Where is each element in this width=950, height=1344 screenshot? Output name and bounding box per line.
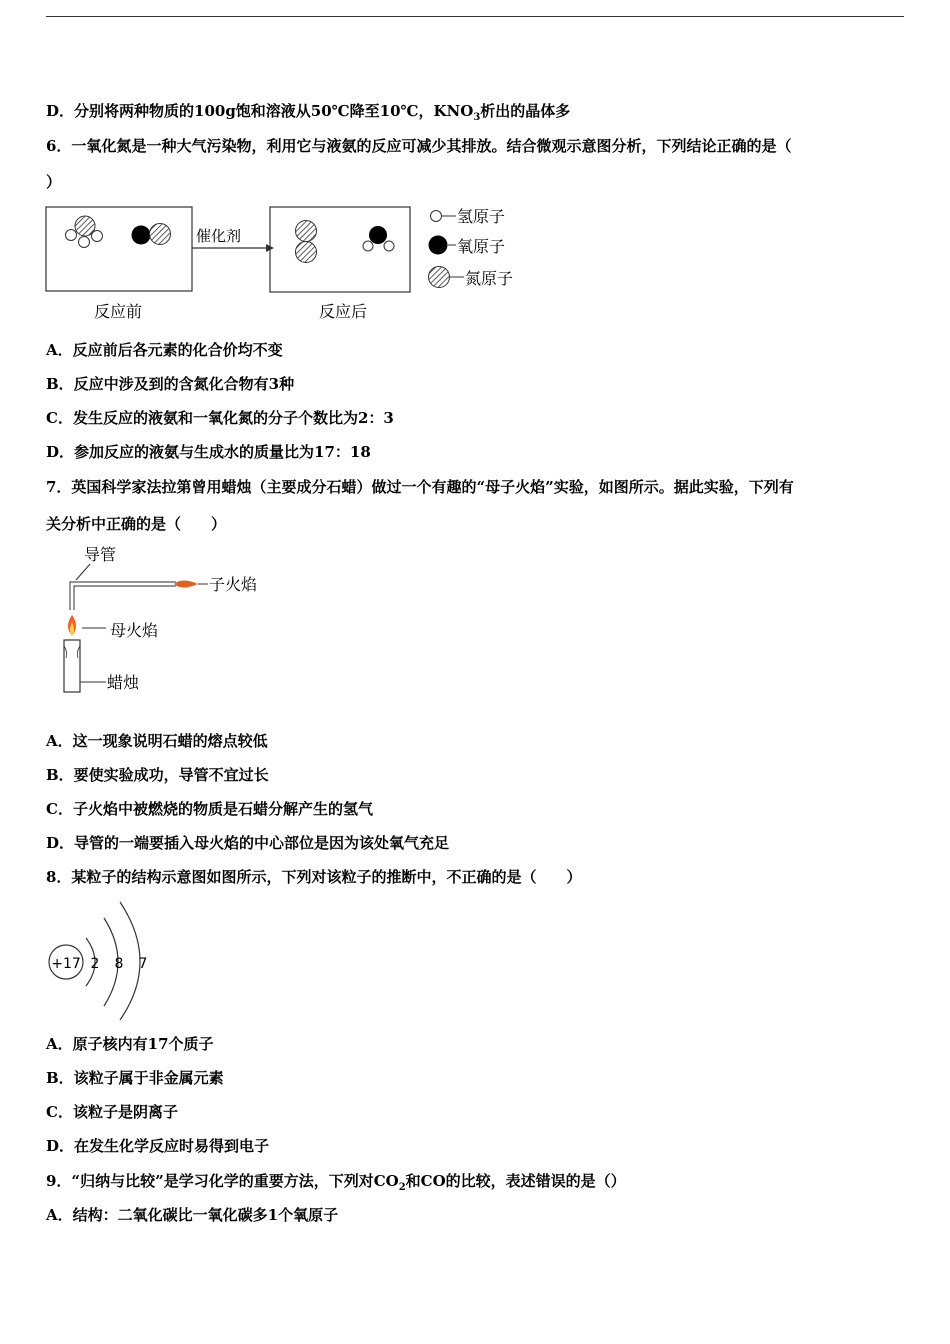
legend-o-label: 氧原子 — [457, 237, 506, 256]
question-9-option-a: A．结构：二氧化碳比一氧化碳多1个氧原子 — [46, 1206, 339, 1224]
question-6-option-d: D．参加反应的液氨与生成水的质量比为17：18 — [46, 443, 371, 461]
no-n-atom — [150, 224, 171, 245]
no-o-atom — [132, 226, 151, 245]
mother-flame-label: 母火焰 — [110, 621, 159, 640]
before-label: 反应前 — [94, 302, 143, 321]
h2o-o-atom — [369, 226, 387, 244]
h2o-h-atom — [384, 241, 394, 251]
legend-h-icon — [431, 211, 442, 222]
question-6-option-c: C．发生反应的液氨和一氧化氮的分子个数比为2：3 — [46, 409, 394, 427]
nucleus-charge: +17 — [51, 956, 81, 972]
after-label: 反应后 — [319, 302, 368, 321]
question-7-option-d: D．导管的一端要插入母火焰的中心部位是因为该处氧气充足 — [46, 834, 450, 852]
question-8-option-b: B．该粒子属于非金属元素 — [46, 1069, 224, 1087]
candle-label: 蜡烛 — [107, 673, 140, 692]
candle-icon — [64, 640, 80, 692]
nh3-h-atom — [66, 230, 77, 241]
top-rule — [46, 16, 904, 17]
n2-atom — [296, 221, 317, 242]
shell-2-electrons: 8 — [114, 956, 124, 972]
candle-experiment-figure — [54, 540, 294, 700]
question-6-option-a: A．反应前后各元素的化合价均不变 — [46, 341, 283, 359]
reaction-diagram — [44, 200, 534, 325]
legend-n-label: 氮原子 — [465, 269, 514, 288]
question-7-stem: 7．英国科学家法拉第曾用蜡烛（主要成分石蜡）做过一个有趣的“母子火焰”实验，如图所示。据此实验，下列有 — [46, 478, 794, 496]
nh3-h-atom — [79, 237, 90, 248]
legend-o-icon — [429, 236, 448, 255]
shell-1-electrons: 2 — [90, 956, 100, 972]
catalyst-label: 催化剂 — [196, 227, 242, 245]
question-7-stem-end: 关分析中正确的是（ ） — [46, 515, 227, 533]
question-6-option-b: B．反应中涉及到的含氮化合物有3种 — [46, 375, 295, 393]
nh3-h-atom — [92, 231, 103, 242]
before-box — [46, 207, 192, 291]
child-flame-icon — [174, 581, 198, 588]
n2-atom — [296, 242, 317, 263]
atom-structure-diagram — [44, 898, 164, 1023]
tube-label: 导管 — [84, 545, 117, 564]
shell-3-electrons: 7 — [138, 956, 148, 972]
question-6-stem: 6．一氧化氮是一种大气污染物，利用它与液氨的反应可减少其排放。结合微观示意图分析，下列结论正确的是（ — [46, 137, 792, 155]
question-8-option-d: D．在发生化学反应时易得到电子 — [46, 1137, 270, 1155]
question-7-option-b: B．要使实验成功，导管不宜过长 — [46, 766, 269, 784]
question-8-option-c: C．该粒子是阴离子 — [46, 1103, 178, 1121]
question-7-option-c: C．子火焰中被燃烧的物质是石蜡分解产生的氢气 — [46, 800, 373, 818]
question-9-stem: 9．“归纳与比较”是学习化学的重要方法，下列对$CO_2$和CO的比较，表述错误的是（） — [46, 1172, 626, 1193]
question-8-option-a: A．原子核内有17个质子 — [46, 1035, 214, 1053]
h2o-h-atom — [363, 241, 373, 251]
child-flame-label: 子火焰 — [209, 575, 258, 594]
question-7-option-a: A．这一现象说明石蜡的熔点较低 — [46, 732, 268, 750]
question-8-stem: 8．某粒子的结构示意图如图所示，下列对该粒子的推断中，不正确的是（ ） — [46, 868, 582, 886]
option-d-prev: D．分别将两种物质的100g饱和溶液从50℃降至10℃，$KNO_3$析出的晶体多 — [46, 102, 571, 123]
legend-n-icon — [429, 267, 450, 288]
question-6-stem-end: ） — [46, 173, 62, 191]
legend-h-label: 氢原子 — [457, 207, 506, 226]
